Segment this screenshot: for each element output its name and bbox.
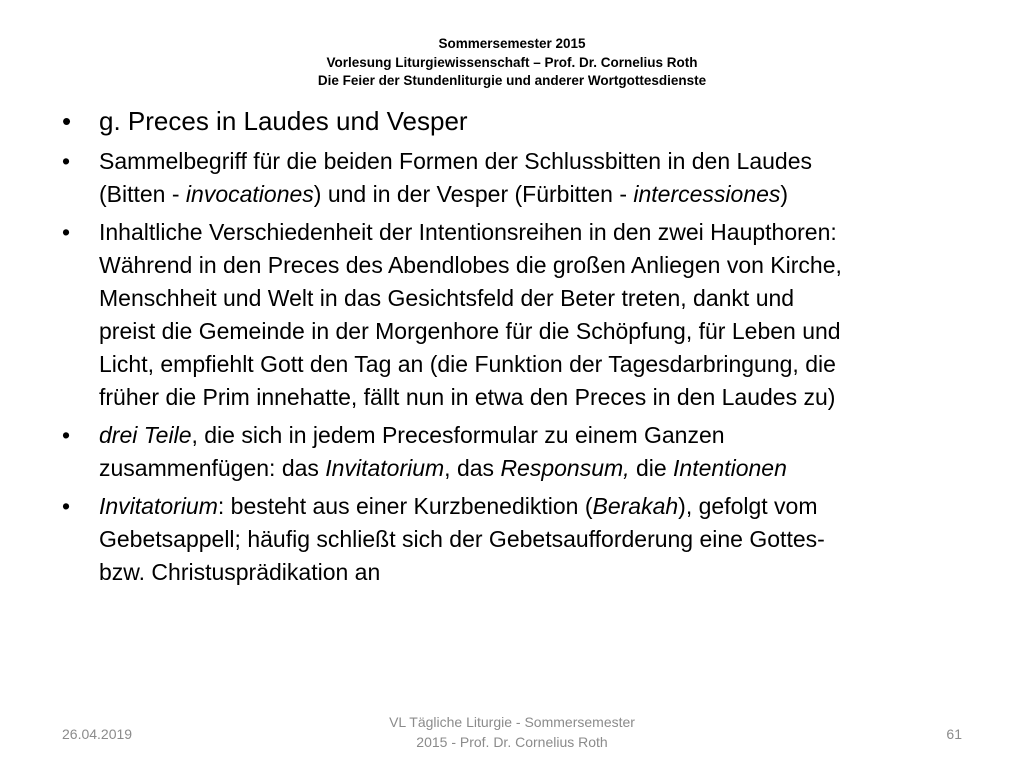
bullet-icon: •: [62, 106, 72, 136]
bullet-icon: •: [62, 219, 71, 245]
bullet-icon: •: [62, 493, 71, 519]
text-run: ), gefolgt vom: [678, 493, 818, 519]
footer-title: [312, 712, 712, 752]
bullet-list: [62, 103, 982, 594]
text-run: , das: [444, 455, 501, 481]
bullet-icon: •: [62, 422, 71, 448]
bullet-item-preces-title: [62, 103, 982, 139]
bullet-text: Sammelbegriff für die beiden Formen der Schlussbitten in den Laudes: [99, 148, 812, 174]
text-run: zusammenfügen: das: [99, 455, 326, 481]
italic-term: Intentionen: [673, 455, 787, 481]
italic-term: drei Teile: [99, 422, 192, 448]
page-number: 61: [946, 726, 962, 742]
bullet-text: Gebetsappell; häufig schließt sich der Gebetsaufforderung eine Gottes-: [99, 526, 825, 552]
italic-term: Responsum,: [500, 455, 630, 481]
bullet-item-invitatorium: [62, 490, 982, 589]
italic-term: Berakah: [592, 493, 679, 519]
italic-term: intercessiones: [633, 181, 781, 207]
footer-title-line-2: 2015 - Prof. Dr. Cornelius Roth: [416, 734, 608, 750]
header-line-1: Sommersemester 2015: [438, 36, 586, 51]
bullet-text: g. Preces in Laudes und Vesper: [99, 106, 468, 136]
bullet-text: Während in den Preces des Abendlobes die großen Anliegen von Kirche,: [99, 252, 842, 278]
text-run: (Bitten -: [99, 181, 186, 207]
header-line-2: Vorlesung Liturgiewissenschaft – Prof. Dr. Cornelius Roth: [326, 54, 698, 70]
bullet-text: Menschheit und Welt in das Gesichtsfeld der Beter treten, dankt und: [99, 285, 795, 311]
bullet-icon: •: [62, 148, 71, 174]
bullet-item-verschiedenheit: [62, 216, 982, 414]
text-run: , die sich in jedem Precesformular zu einem Ganzen: [191, 422, 725, 448]
bullet-text: früher die Prim innehatte, fällt nun in etwa den Preces in den Laudes zu): [99, 384, 836, 410]
italic-term: Invitatorium: [99, 493, 218, 519]
bullet-text: Licht, empfiehlt Gott den Tag an (die Funktion der Tagesdarbringung, die: [99, 351, 836, 377]
footer-title-line-1: VL Tägliche Liturgie - Sommersemester: [389, 714, 635, 730]
bullet-text: [99, 452, 982, 485]
italic-term: Invitatorium: [325, 455, 445, 481]
header-line-3: Die Feier der Stundenliturgie und anderer Wortgottesdienste: [317, 73, 707, 88]
bullet-text: bzw. Christusprädikation an: [99, 559, 381, 585]
bullet-text: Inhaltliche Verschiedenheit der Intentionsreihen in den zwei Haupthoren:: [99, 219, 837, 245]
bullet-text: [99, 490, 982, 523]
bullet-text: preist die Gemeinde in der Morgenhore für die Schöpfung, für Leben und: [99, 318, 841, 344]
text-run: ): [780, 181, 789, 207]
slide-header: [0, 35, 1024, 91]
bullet-text: [99, 178, 982, 211]
text-run: ) und in der Vesper (Fürbitten -: [313, 181, 634, 207]
bullet-item-drei-teile: [62, 419, 982, 485]
italic-term: invocationes: [185, 181, 314, 207]
footer-date: 26.04.2019: [62, 726, 133, 742]
bullet-item-sammelbegriff: [62, 145, 982, 211]
text-run: die: [629, 455, 674, 481]
text-run: : besteht aus einer Kurzbenediktion (: [217, 493, 593, 519]
bullet-text: [99, 419, 982, 452]
